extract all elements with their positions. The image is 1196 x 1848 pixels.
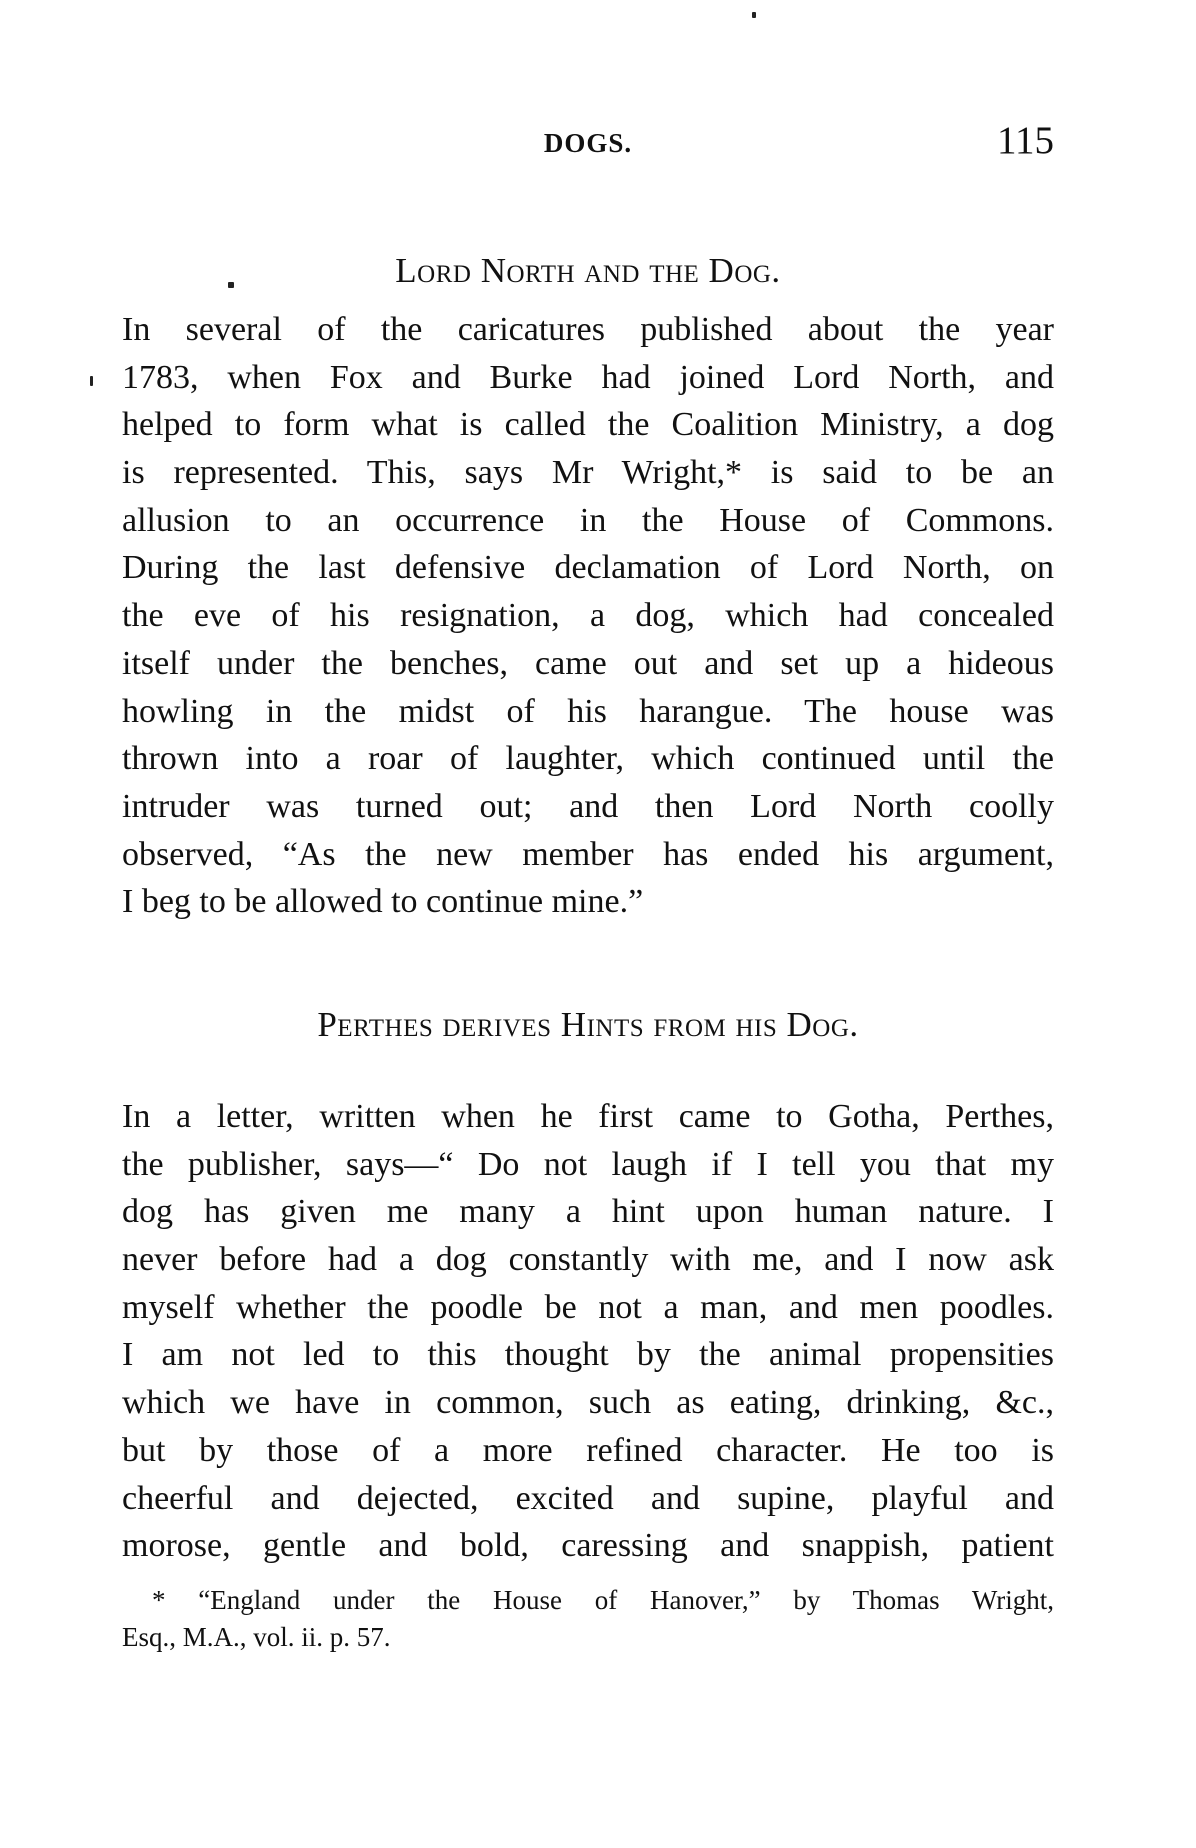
print-speck — [90, 376, 93, 386]
page-number: 115 — [996, 119, 1054, 162]
text-line: but by those of a more refined character. He too is — [122, 1431, 1054, 1469]
text-line: I beg to be allowed to continue mine.” — [122, 883, 644, 921]
text-line: dog has given me many a hint upon human nature. I — [122, 1193, 1054, 1231]
text-line: the publisher, says—“ Do not laugh if I tell you that my — [122, 1145, 1054, 1183]
footnote — [122, 1582, 1054, 1656]
footnote-line: Esq., M.A., vol. ii. p. 57. — [122, 1622, 391, 1652]
text-line: thrown into a roar of laughter, which continued until the — [122, 740, 1054, 778]
print-speck — [752, 12, 756, 18]
text-line: In several of the caricatures published about the year — [122, 311, 1054, 348]
text-line: In a letter, written when he first came to Gotha, Perthes, — [122, 1098, 1054, 1135]
running-head: DOGS. — [543, 128, 633, 158]
text-line: cheerful and dejected, excited and supine, playful and — [122, 1479, 1054, 1517]
text-line: allusion to an occurrence in the House of Commons. — [122, 501, 1054, 539]
text-line: is represented. This, says Mr Wright,* is said to be an — [122, 454, 1054, 492]
text-line: I am not led to this thought by the animal propensities — [122, 1336, 1054, 1374]
text-line: the eve of his resignation, a dog, which had concealed — [122, 597, 1054, 635]
text-line: which we have in common, such as eating, drinking, &c., — [122, 1384, 1054, 1422]
footnote-line: * “England under the House of Hanover,” by Thomas Wright, — [152, 1585, 1054, 1615]
text-line: morose, gentle and bold, caressing and snappish, patient — [122, 1527, 1054, 1565]
text-line: howling in the midst of his harangue. The house was — [122, 692, 1054, 730]
text-line: observed, “As the new member has ended his argument, — [122, 835, 1054, 873]
text-line: intruder was turned out; and then Lord North coolly — [122, 787, 1054, 825]
text-line: itself under the benches, came out and set up a hideous — [122, 644, 1054, 682]
text-line: never before had a dog constantly with me, and I now ask — [122, 1241, 1054, 1279]
text-line: helped to form what is called the Coalition Ministry, a dog — [122, 406, 1054, 444]
section-heading-perthes: Perthes derives Hints from his Dog. — [317, 1005, 859, 1044]
text-line: myself whether the poodle be not a man, and men poodles. — [122, 1288, 1054, 1326]
section-heading-lord-north: Lord North and the Dog. — [395, 251, 781, 290]
text-line: 1783, when Fox and Burke had joined Lord North, and — [122, 358, 1054, 396]
page-header — [122, 118, 1054, 168]
text-line: During the last defensive declamation of Lord North, on — [122, 549, 1054, 587]
paragraph-lord-north — [122, 306, 1054, 926]
paragraph-perthes — [122, 1093, 1054, 1570]
